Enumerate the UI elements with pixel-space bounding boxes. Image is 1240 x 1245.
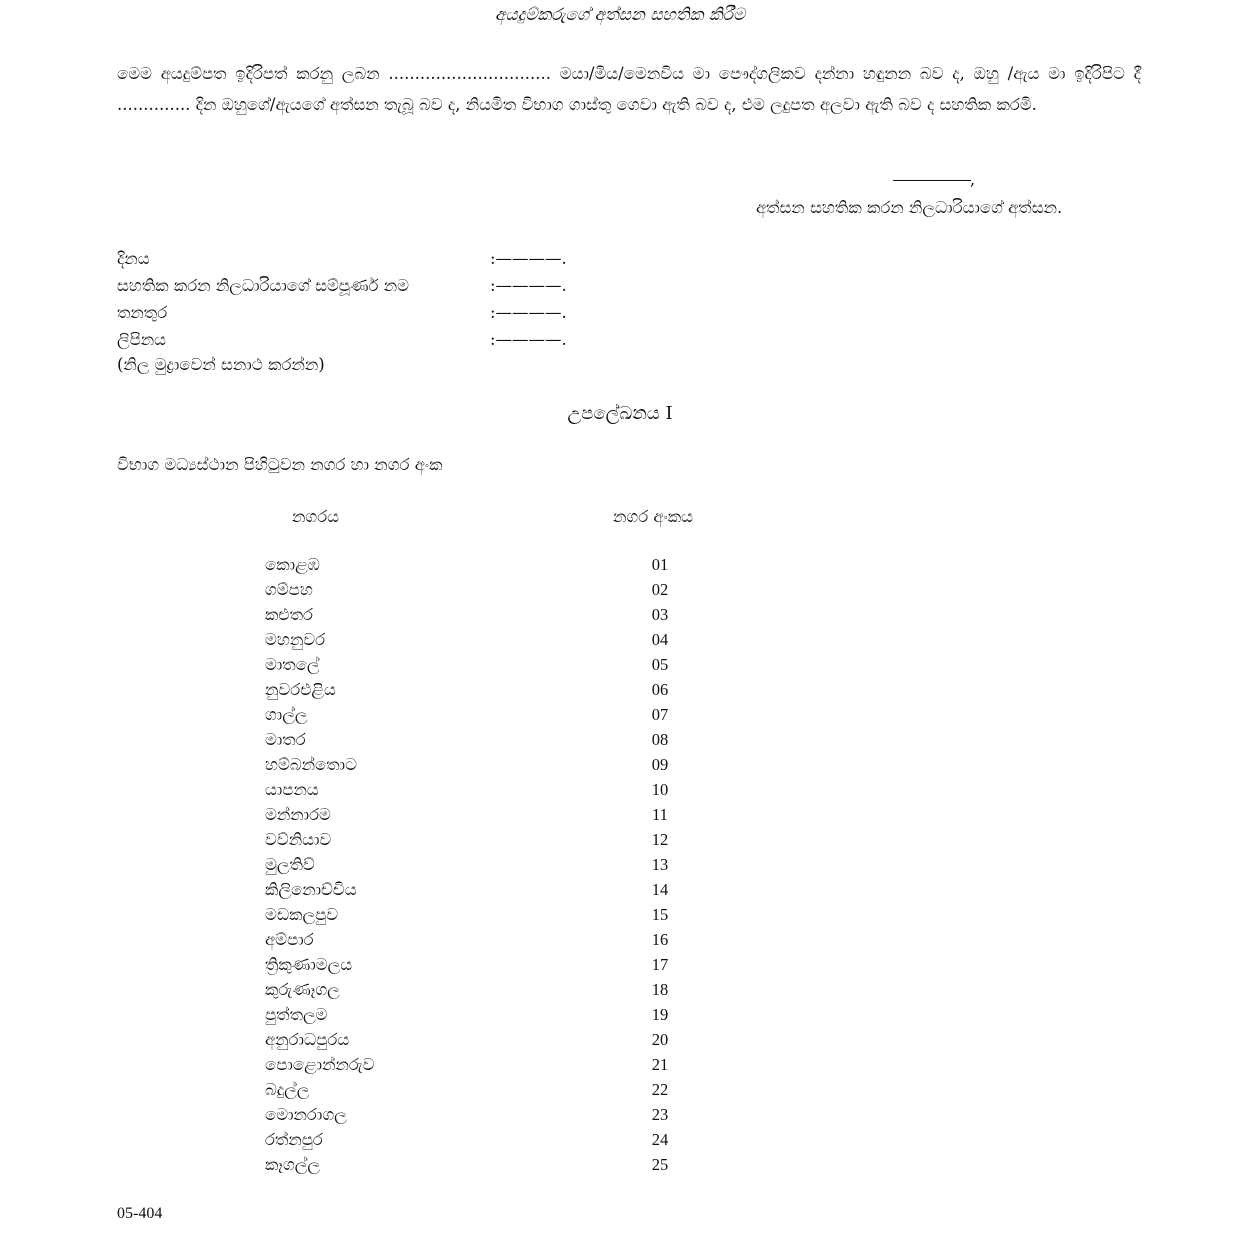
column-header-number: නගර අංකය — [613, 507, 694, 526]
city-name: මහනුවර — [265, 630, 326, 649]
field-label-date: දිනය — [117, 249, 150, 268]
city-number: 08 — [651, 730, 669, 749]
field-value-designation: :————. — [490, 303, 567, 322]
city-name: අනුරාධපුරය — [265, 1030, 350, 1049]
city-number: 24 — [651, 1130, 669, 1149]
column-header-city: නගරය — [292, 507, 340, 526]
city-number: 09 — [651, 755, 669, 774]
city-name: මුලතිව් — [265, 855, 315, 874]
footer-code: 05-404 — [117, 1205, 163, 1222]
city-name: ගාල්ල — [265, 705, 308, 724]
city-name: අම්පාර — [265, 930, 314, 949]
field-value-date: :————. — [490, 249, 567, 268]
city-number: 15 — [651, 905, 669, 924]
certification-heading: අයදුම්කරුගේ අත්සන සහතික කිරීම — [494, 5, 746, 25]
city-name: කළුතර — [265, 605, 313, 624]
city-number: 25 — [651, 1155, 669, 1174]
city-number: 13 — [651, 855, 669, 874]
city-number: 18 — [651, 980, 669, 999]
city-name: කුරුණෑගල — [265, 980, 340, 999]
certification-paragraph: මෙම අයදුම්පත ඉදිරිපත් කරනු ලබන ............................... මයා/මිය/මෙනවිය මා පෞද්ගලිකව දන්නා හඳුනන බව ද, ඔහු /ඇය මා ඉදිරිපිට දී .............. දින ඔහුගේ/ඇයගේ අත්සන තැබූ බව ද, නියමිත විභාග ගාස්තු ගෙවා ඇති බව ද, එම ලදුපත අලවා ඇති බව ද සහතික කරමි. — [117, 64, 1141, 114]
city-number: 01 — [651, 555, 669, 574]
signature-label: අත්සන සහතික කරන නිලධාරියාගේ අත්සන. — [756, 198, 1063, 217]
city-name: මන්නාරම — [265, 805, 331, 824]
city-number: 16 — [651, 930, 669, 949]
city-name: බදුල්ල — [265, 1080, 310, 1099]
city-number: 23 — [651, 1105, 669, 1124]
city-number: 05 — [651, 655, 669, 674]
field-value-address: :————. — [490, 330, 567, 349]
city-name: හම්බන්තොට — [265, 755, 357, 774]
city-number: 04 — [651, 630, 669, 649]
city-name: නුවරඑළිය — [265, 680, 336, 699]
city-name: කිලිනොච්චිය — [265, 880, 357, 899]
city-name: කෑගල්ල — [265, 1155, 320, 1174]
city-name: යාපනය — [265, 780, 319, 799]
city-number: 17 — [651, 955, 669, 974]
city-name: පුත්තලම — [265, 1005, 328, 1024]
annex-title: උපලේඛනය I — [567, 403, 673, 424]
city-number: 03 — [651, 605, 669, 624]
city-name: මාතලේ — [265, 655, 320, 674]
city-number: 06 — [651, 680, 669, 699]
city-number: 11 — [652, 805, 668, 824]
city-name: මොනරාගල — [265, 1105, 347, 1124]
city-name: මඩකලපුව — [265, 905, 339, 924]
signature-line — [893, 180, 971, 181]
field-label-designation: තනතුර — [117, 303, 168, 322]
city-number: 22 — [651, 1080, 669, 1099]
field-value-full-name: :————. — [490, 276, 567, 295]
city-number: 10 — [651, 780, 669, 799]
table-title: විභාග මධ්‍යස්ථාන පිහිටුවන නගර හා නගර අංක — [117, 455, 443, 474]
city-name: රත්නපුර — [265, 1130, 323, 1149]
field-label-address: ලිපිනය — [117, 330, 167, 349]
city-number: 21 — [651, 1055, 669, 1074]
city-name: ත්‍රිකුණාමලය — [265, 955, 353, 974]
city-number: 19 — [651, 1005, 669, 1024]
stamp-note: (නිල මුද්‍රාවෙන් සනාථ කරන්න) — [117, 355, 325, 374]
city-number: 20 — [651, 1030, 669, 1049]
city-name: ගම්පහ — [265, 580, 313, 599]
signature-comma: , — [970, 170, 976, 189]
city-number: 12 — [651, 830, 669, 849]
city-name: කොළඹ — [265, 555, 320, 574]
city-name: වව්නියාව — [265, 830, 332, 849]
city-number: 07 — [651, 705, 669, 724]
city-name: පොළොන්නරුව — [265, 1055, 375, 1074]
city-number: 14 — [651, 880, 669, 899]
field-label-full-name: සහතික කරන නිලධාරියාගේ සම්පූර්ණ නම — [117, 276, 409, 295]
city-number: 02 — [651, 580, 669, 599]
city-name: මාතර — [265, 730, 306, 749]
